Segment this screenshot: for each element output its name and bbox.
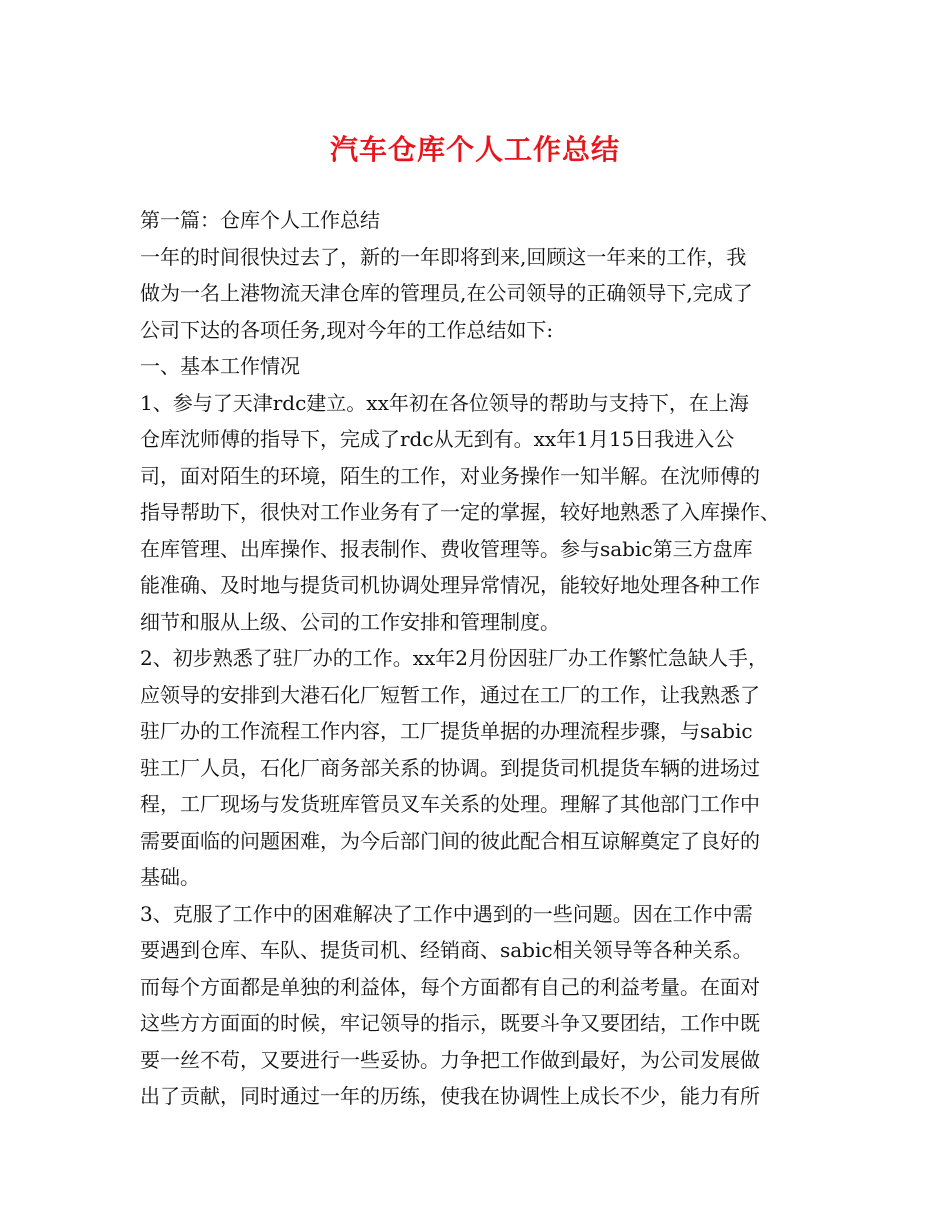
- body-line: 3、克服了工作中的困难解决了工作中遇到的一些问题。因在工作中需: [140, 901, 753, 926]
- body-line: 基础。: [140, 865, 200, 889]
- body-line: 做为一名上港物流天津仓库的管理员,在公司领导的正确领导下,完成了: [140, 281, 753, 305]
- body-line: 需要面临的问题困难，为今后部门间的彼此配合相互谅解奠定了良好的: [140, 828, 760, 853]
- body-line: 公司下达的各项任务,现对今年的工作总结如下:: [140, 317, 554, 342]
- body-line: 要一丝不苟，又要进行一些妥协。力争把工作做到最好，为公司发展做: [140, 1047, 760, 1072]
- body-line: 指导帮助下，很快对工作业务有了一定的掌握，较好地熟悉了入库操作、: [140, 500, 780, 524]
- body-line: 一、基本工作情况: [140, 354, 300, 378]
- body-line: 一年的时间很快过去了，新的一年即将到来,回顾这一年来的工作，我: [140, 244, 747, 269]
- document-body: [140, 202, 830, 1115]
- body-line: 能准确、及时地与提货司机协调处理异常情况，能较好地处理各种工作: [140, 573, 760, 597]
- body-line: 要遇到仓库、车队、提货司机、经销商、sabic相关领导等各种关系。: [140, 938, 753, 962]
- body-line: 应领导的安排到大港石化厂短暂工作，通过在工厂的工作，让我熟悉了: [140, 682, 760, 707]
- document-title: 汽车仓库个人工作总结: [329, 133, 620, 166]
- body-line: 2、初步熟悉了驻厂办的工作。xx年2月份因驻厂办工作繁忙急缺人手，: [140, 646, 769, 670]
- body-line: 细节和服从上级、公司的工作安排和管理制度。: [140, 609, 560, 634]
- body-line: 1、参与了天津rdc建立。xx年初在各位领导的帮助与支持下，在上海: [140, 390, 749, 415]
- body-line: 第一篇：仓库个人工作总结: [140, 208, 380, 232]
- body-line: 在库管理、出库操作、报表制作、费收管理等。参与sabic第三方盘库: [140, 536, 753, 561]
- body-line: 驻工厂人员，石化厂商务部关系的协调。到提货司机提货车辆的进场过: [140, 755, 760, 780]
- body-line: 程，工厂现场与发货班库管员叉车关系的处理。理解了其他部门工作中: [140, 792, 760, 816]
- body-line: 这些方方面面的时候，牢记领导的指示，既要斗争又要团结，工作中既: [140, 1011, 760, 1035]
- body-line: 司，面对陌生的环境，陌生的工作，对业务操作一知半解。在沈师傅的: [140, 463, 760, 488]
- body-line: 出了贡献，同时通过一年的历练，使我在协调性上成长不少，能力有所: [140, 1084, 760, 1108]
- body-line: 仓库沈师傅的指导下，完成了rdc从无到有。xx年1月15日我进入公: [140, 427, 735, 451]
- body-line: 而每个方面都是单独的利益体，每个方面都有自己的利益考量。在面对: [140, 974, 760, 999]
- body-line: 驻厂办的工作流程工作内容，工厂提货单据的办理流程步骤，与sabic: [140, 719, 753, 743]
